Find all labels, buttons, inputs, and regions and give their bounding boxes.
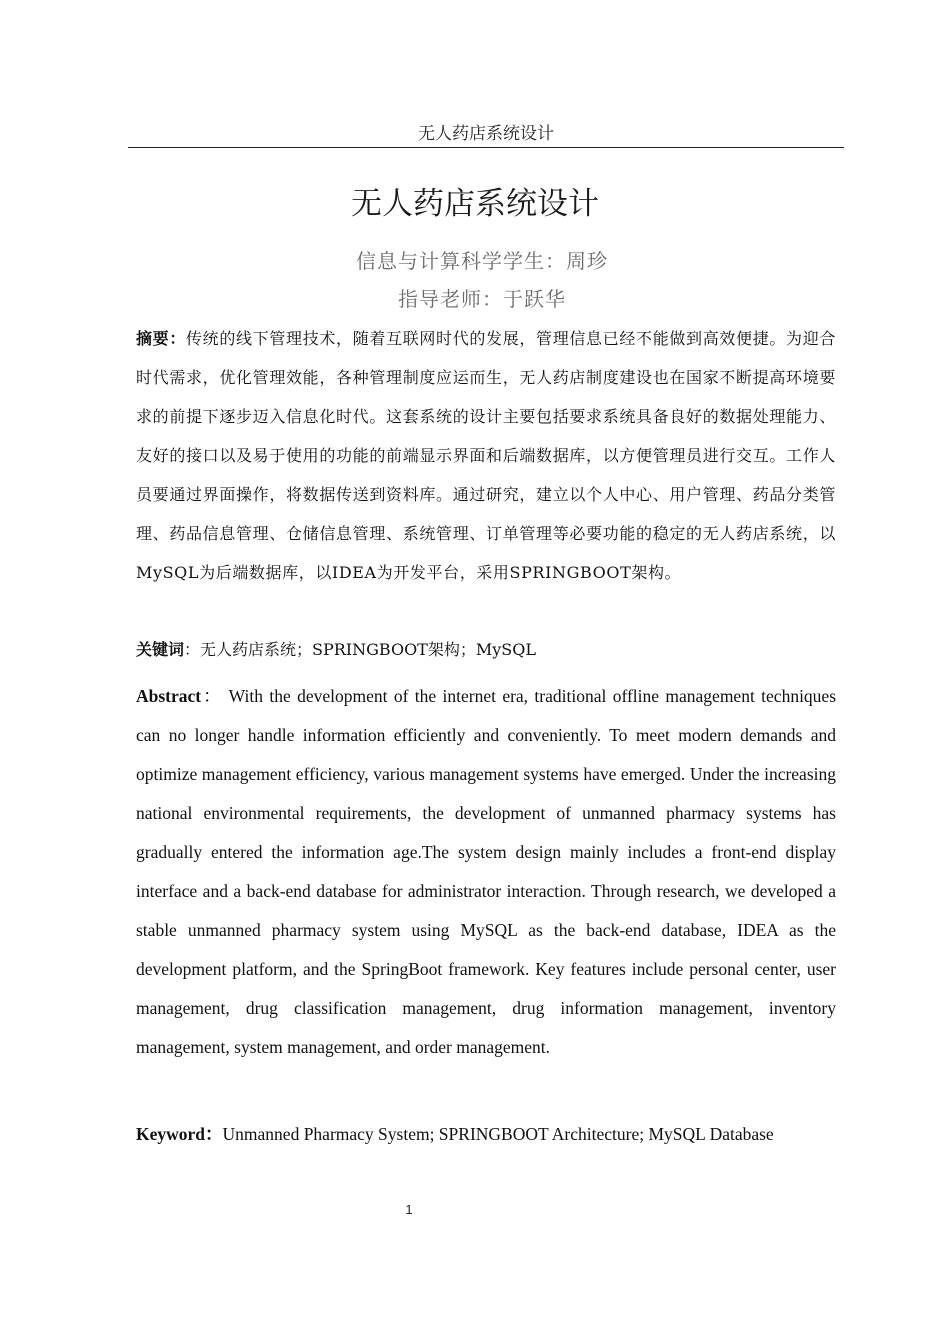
page-number: 1 <box>405 1202 413 1217</box>
running-header-title: 无人药店系统设计 <box>418 124 554 144</box>
chinese-keywords-label: 关键词 <box>136 640 185 659</box>
chinese-abstract <box>136 319 836 592</box>
english-keywords-label: Keyword： <box>136 1124 223 1144</box>
english-keywords-text: Unmanned Pharmacy System; SPRINGBOOT Architecture; MySQL Database <box>222 1124 774 1144</box>
english-abstract <box>136 677 836 1067</box>
english-abstract-text: With the development of the internet era, traditional offline management techniques can no longer handle information efficiently and conveniently. To meet modern demands and optimize management efficiency, various management systems have emerged. Under the increasing national environmental requirements, the development of unmanned pharmacy systems has gradually entered the information age.The system design mainly includes a front-end display interface and a back-end database for administrator interaction. Through research, we developed a stable unmanned pharmacy system using MySQL as the back-end database, IDEA as the development platform, and the SpringBoot framework. Key features include personal center, user management, drug classification management, drug information management, inventory management, system management, and order management. <box>136 686 837 1057</box>
author-line: 信息与计算科学学生：周珍 <box>356 249 608 273</box>
advisor-line: 指导老师：于跃华 <box>398 287 566 311</box>
english-abstract-label: Abstract <box>136 686 202 706</box>
english-keywords <box>136 1115 856 1154</box>
english-abstract-separator: ： <box>201 686 223 706</box>
chinese-keywords-text: ：无人药店系统；SPRINGBOOT架构；MySQL <box>184 640 536 659</box>
document-title: 无人药店系统设计 <box>351 186 599 222</box>
chinese-keywords <box>136 630 836 669</box>
chinese-abstract-label: 摘要： <box>136 329 187 348</box>
running-header <box>128 124 844 148</box>
chinese-abstract-text: 传统的线下管理技术，随着互联网时代的发展，管理信息已经不能做到高效便捷。为迎合时代需求，优化管理效能，各种管理制度应运而生，无人药店制度建设也在国家不断提高环境要求的前提下逐步迈入信息化时代。这套系统的设计主要包括要求系统具备良好的数据处理能力、友好的接口以及易于使用的功能的前端显示界面和后端数据库，以方便管理员进行交互。工作人员要通过界面操作，将数据传送到资料库。通过研究，建立以个人中心、用户管理、药品分类管理、药品信息管理、仓储信息管理、系统管理、订单管理等必要功能的稳定的无人药店系统，以MySQL为后端数据库，以IDEA为开发平台，采用SPRINGBOOT架构。 <box>136 329 836 582</box>
